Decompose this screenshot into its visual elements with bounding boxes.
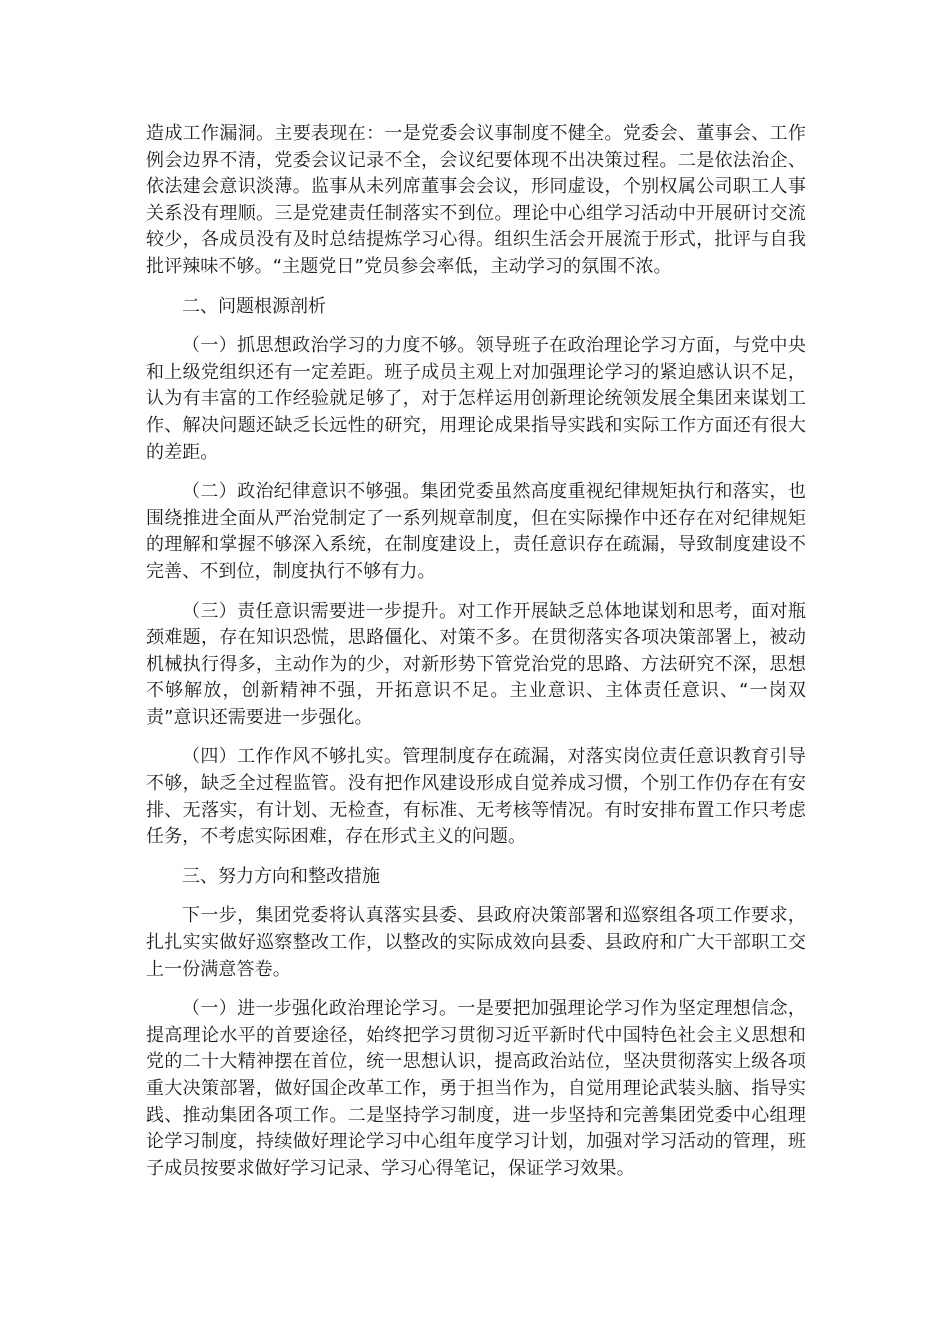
paragraph-continuation: 造成工作漏洞。主要表现在：一是党委会议事制度不健全。党委会、董事会、工作例会边界不清，党委会议记录不全，会议纪要体现不出决策过程。二是依法治企、依法建会意识淡薄。监事从未列席董事会会议，形同虚设，个别权属公司职工人事关系没有理顺。三是党建责任制落实不到位。理论中心组学习活动中开展研讨交流较少，各成员没有及时总结提炼学习心得。组织生活会开展流于形式，批评与自我批评辣味不够。“主题党日”党员参会率低，主动学习的氛围不浓。 bbox=[146, 123, 806, 277]
paragraph-next-step: 下一步，集团党委将认真落实县委、县政府决策部署和巡察组各项工作要求，扎扎实实做好巡察整改工作，以整改的实际成效向县委、县政府和广大干部职工交上一份满意答卷。 bbox=[146, 905, 806, 980]
paragraph-item-1: （一）抓思想政治学习的力度不够。领导班子在政治理论学习方面，与党中央和上级党组织还有一定差距。班子成员主观上对加强理论学习的紧迫感认识不足，认为有丰富的工作经验就足够了，对于怎样运用创新理论统领发展全集团来谋划工作、解决问题还缺乏长远性的研究，用理论成果指导实践和实际工作方面还有很大的差距。 bbox=[146, 335, 806, 463]
section-heading-measures: 三、努力方向和整改措施 bbox=[182, 865, 380, 887]
paragraph-item-2: （二）政治纪律意识不够强。集团党委虽然高度重视纪律规矩执行和落实，也围绕推进全面从严治党制定了一系列规章制度，但在实际操作中还存在对纪律规矩的理解和掌握不够深入系统，在制度建设上，责任意识存在疏漏，导致制度建设不完善、不到位，制度执行不够有力。 bbox=[146, 481, 806, 582]
section-heading-root-cause: 二、问题根源剖析 bbox=[182, 295, 326, 317]
paragraph-item-3: （三）责任意识需要进一步提升。对工作开展缺乏总体地谋划和思考，面对瓶颈难题，存在知识恐慌，思路僵化、对策不多。在贯彻落实各项决策部署上，被动机械执行得多，主动作为的少，对新形势下管党治党的思路、方法研究不深，思想不够解放，创新精神不强，开拓意识不足。主业意识、主体责任意识、“一岗双责”意识还需要进一步强化。 bbox=[146, 600, 806, 728]
paragraph-measure-1: （一）进一步强化政治理论学习。一是要把加强理论学习作为坚定理想信念，提高理论水平的首要途径，始终把学习贯彻习近平新时代中国特色社会主义思想和党的二十大精神摆在首位，统一思想认识，提高政治站位，坚决贯彻落实上级各项重大决策部署，做好国企改革工作，勇于担当作为，自觉用理论武装头脑、指导实践、推动集团各项工作。二是坚持学习制度，进一步坚持和完善集团党委中心组理论学习制度，持续做好理论学习中心组年度学习计划，加强对学习活动的管理，班子成员按要求做好学习记录、学习心得笔记，保证学习效果。 bbox=[146, 998, 806, 1179]
paragraph-item-4: （四）工作作风不够扎实。管理制度存在疏漏，对落实岗位责任意识教育引导不够，缺乏全过程监管。没有把作风建设形成自觉养成习惯，个别工作仍存在有安排、无落实，有计划、无检查，有标准、无考核等情况。有时安排布置工作只考虑任务，不考虑实际困难，存在形式主义的问题。 bbox=[146, 746, 806, 848]
document-body bbox=[146, 121, 806, 1195]
